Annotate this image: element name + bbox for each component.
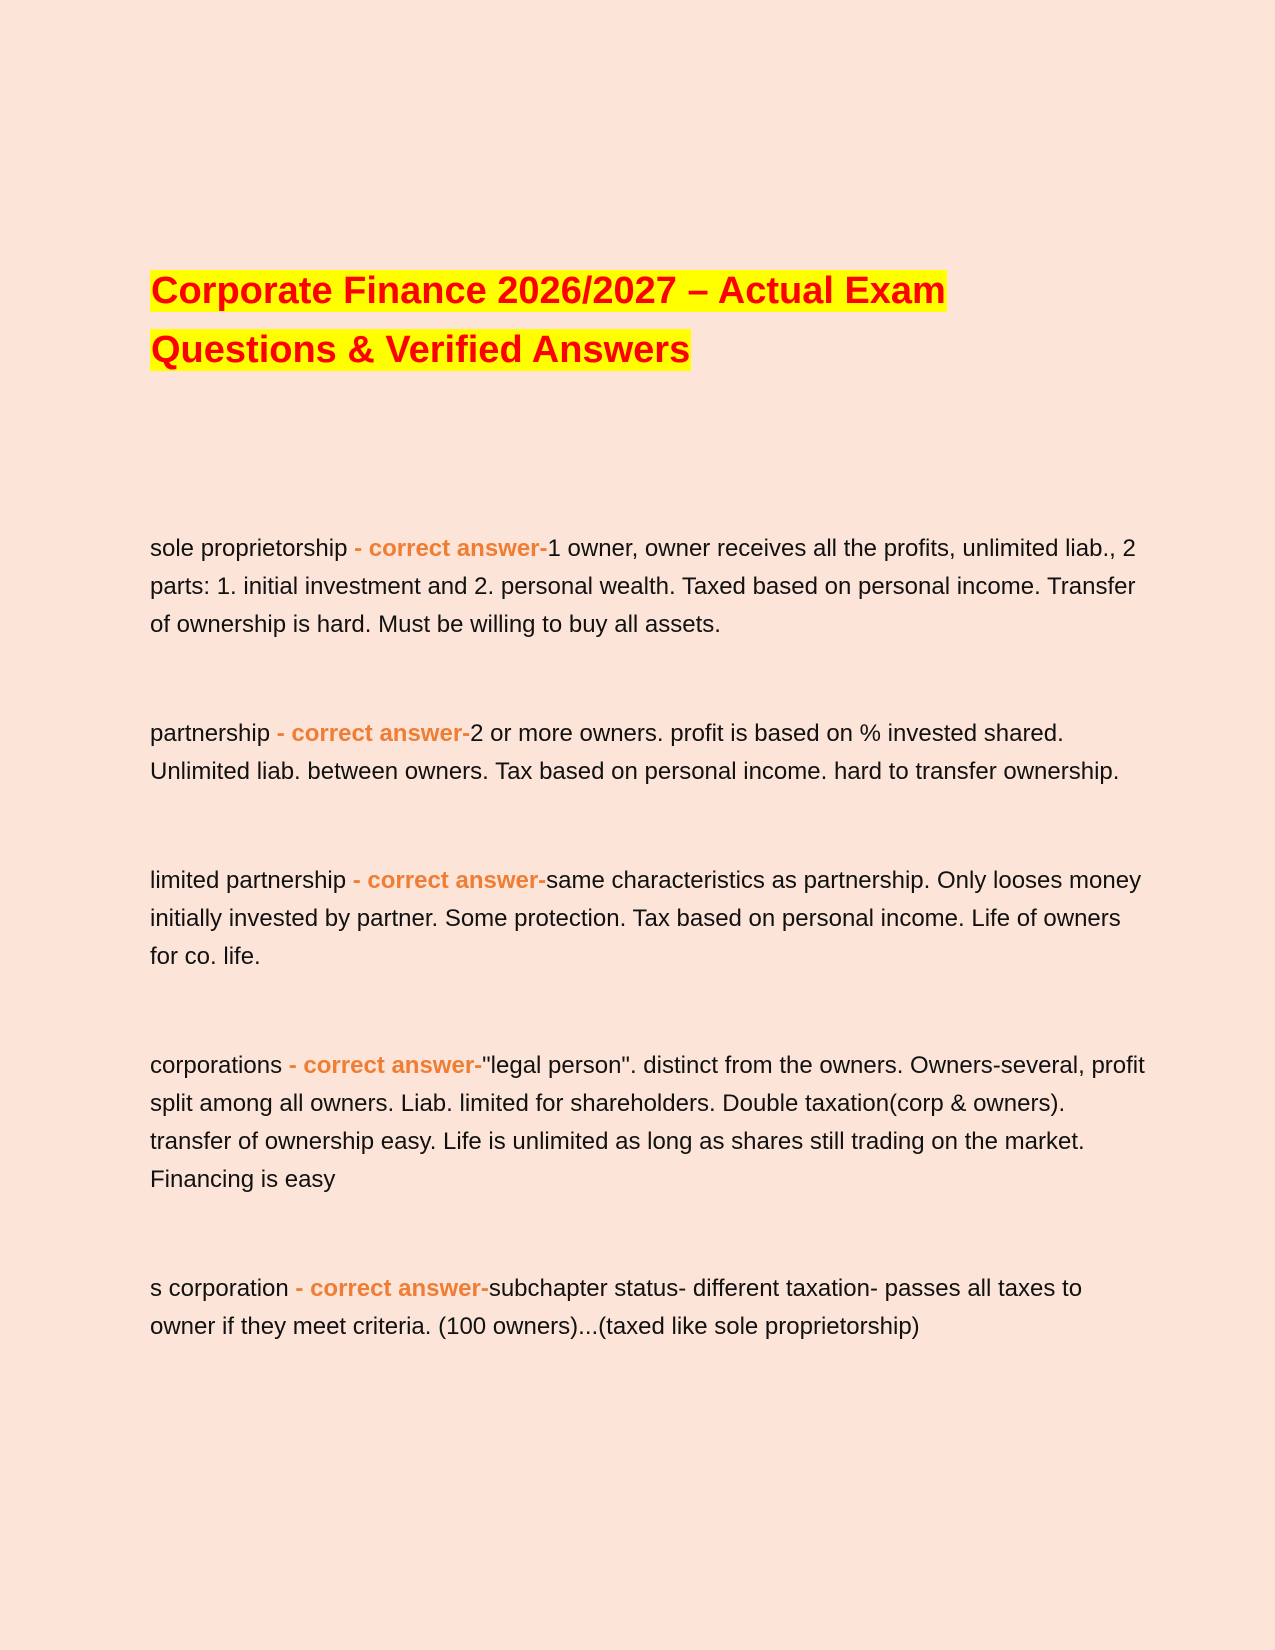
correct-answer-separator: - correct answer-	[282, 1052, 483, 1079]
qa-entry-s-corporation	[150, 1270, 1150, 1346]
document-page	[150, 262, 1150, 1340]
qa-entry-corporations	[150, 1047, 1150, 1199]
correct-answer-separator: - correct answer-	[346, 867, 547, 894]
entry-answer: 1 owner, owner receives all the profits, unlimited liab., 2 parts: 1. initial investment and 2. personal wealth. Taxed based on personal income. Transfer of ownership is hard. Must be willing to buy all assets.	[150, 535, 1136, 638]
entry-answer: 2 or more owners. profit is based on % invested shared. Unlimited liab. between owners. Tax based on personal income. hard to transfer ownership.	[150, 720, 1120, 785]
qa-entry-limited-partnership	[150, 862, 1150, 976]
document-title	[150, 262, 1150, 380]
correct-answer-separator: - correct answer-	[288, 1275, 489, 1302]
entry-answer: "legal person". distinct from the owners. Owners-several, profit split among all owners. Liab. limited for shareholders. Double taxation(corp & owners). transfer of ownership easy. Life is unlimited as long as shares still trading on the market. Financing is easy	[150, 1052, 1145, 1193]
title-line-2: Questions & Verified Answers	[151, 329, 691, 371]
entry-term: sole proprietorship	[150, 535, 348, 562]
qa-entry-sole-proprietorship	[150, 530, 1150, 644]
qa-entry-partnership	[150, 715, 1150, 791]
entry-term: corporations	[150, 1052, 283, 1079]
entry-term: limited partnership	[150, 867, 347, 894]
correct-answer-separator: - correct answer-	[270, 720, 471, 747]
entry-term: s corporation	[150, 1275, 289, 1302]
entry-answer: same characteristics as partnership. Only looses money initially invested by partner. Some protection. Tax based on personal income. Life of owners for co. life.	[150, 867, 1142, 970]
title-line-1: Corporate Finance 2026/2027 – Actual Exam	[151, 270, 946, 312]
qa-list	[150, 530, 1150, 1417]
entry-term: partnership	[150, 720, 271, 747]
correct-answer-separator: - correct answer-	[347, 535, 548, 562]
entry-answer: subchapter status- different taxation- passes all taxes to owner if they meet criteria. (100 owners)...(taxed like sole proprietorship)	[150, 1275, 1083, 1340]
